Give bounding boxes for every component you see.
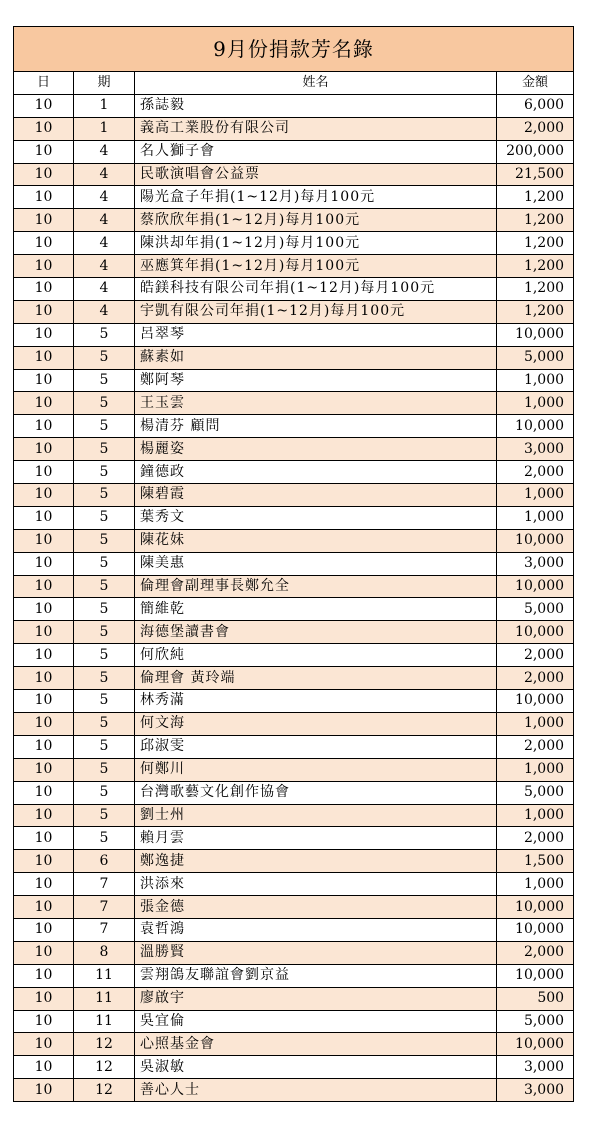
month-cell: 10 [14, 163, 74, 186]
day-cell: 7 [74, 896, 135, 919]
donor-name-cell: 倫理會副理事長鄭允全 [135, 575, 497, 598]
day-cell: 5 [74, 781, 135, 804]
month-cell: 10 [14, 667, 74, 690]
table-row [14, 369, 574, 392]
day-cell: 5 [74, 575, 135, 598]
amount-cell: 1,000 [497, 392, 574, 415]
month-cell: 10 [14, 575, 74, 598]
amount-cell: 1,500 [497, 850, 574, 873]
amount-cell: 2,000 [497, 644, 574, 667]
donor-name-cell: 何文海 [135, 712, 497, 735]
day-cell: 5 [74, 735, 135, 758]
amount-cell: 3,000 [497, 1079, 574, 1102]
donor-name-cell: 鄭逸捷 [135, 850, 497, 873]
day-cell: 5 [74, 529, 135, 552]
table-body [14, 94, 574, 1101]
month-cell: 10 [14, 278, 74, 301]
header-day: 期 [74, 72, 135, 95]
month-cell: 10 [14, 987, 74, 1010]
donor-name-cell: 蔡欣欣年捐(1~12月)每月100元 [135, 209, 497, 232]
table-row [14, 918, 574, 941]
amount-cell: 2,000 [497, 827, 574, 850]
table-row [14, 1010, 574, 1033]
table-row [14, 873, 574, 896]
donor-name-cell: 林秀滿 [135, 690, 497, 713]
day-cell: 5 [74, 644, 135, 667]
table-row [14, 941, 574, 964]
donor-name-cell: 巫應箕年捐(1~12月)每月100元 [135, 255, 497, 278]
table-row [14, 621, 574, 644]
table-row [14, 346, 574, 369]
day-cell: 5 [74, 621, 135, 644]
month-cell: 10 [14, 804, 74, 827]
day-cell: 1 [74, 117, 135, 140]
day-cell: 5 [74, 506, 135, 529]
donor-name-cell: 呂翠琴 [135, 323, 497, 346]
donor-name-cell: 蘇素如 [135, 346, 497, 369]
donor-name-cell: 心照基金會 [135, 1033, 497, 1056]
amount-cell: 1,000 [497, 758, 574, 781]
donor-name-cell: 何鄭川 [135, 758, 497, 781]
amount-cell: 5,000 [497, 598, 574, 621]
table-row [14, 712, 574, 735]
donor-name-cell: 楊清芬 顧問 [135, 415, 497, 438]
month-cell: 10 [14, 461, 74, 484]
table-row [14, 827, 574, 850]
table-row [14, 964, 574, 987]
donor-name-cell: 海德堡讀書會 [135, 621, 497, 644]
donor-name-cell: 鄭阿琴 [135, 369, 497, 392]
day-cell: 5 [74, 323, 135, 346]
month-cell: 10 [14, 346, 74, 369]
month-cell: 10 [14, 712, 74, 735]
day-cell: 4 [74, 255, 135, 278]
month-cell: 10 [14, 758, 74, 781]
month-cell: 10 [14, 255, 74, 278]
table-row [14, 987, 574, 1010]
month-cell: 10 [14, 621, 74, 644]
table-row [14, 461, 574, 484]
amount-cell: 21,500 [497, 163, 574, 186]
table-row [14, 1033, 574, 1056]
donor-name-cell: 陽光盒子年捐(1~12月)每月100元 [135, 186, 497, 209]
amount-cell: 5,000 [497, 346, 574, 369]
day-cell: 5 [74, 552, 135, 575]
donor-name-cell: 洪添來 [135, 873, 497, 896]
day-cell: 5 [74, 415, 135, 438]
amount-cell: 1,200 [497, 186, 574, 209]
donor-name-cell: 何欣純 [135, 644, 497, 667]
donor-name-cell: 陳碧霞 [135, 484, 497, 507]
donor-name-cell: 民歌演唱會公益票 [135, 163, 497, 186]
table-row [14, 278, 574, 301]
donation-sheet [13, 26, 573, 1102]
month-cell: 10 [14, 690, 74, 713]
table-row [14, 415, 574, 438]
amount-cell: 10,000 [497, 575, 574, 598]
table-row [14, 552, 574, 575]
amount-cell: 5,000 [497, 1010, 574, 1033]
day-cell: 12 [74, 1079, 135, 1102]
amount-cell: 6,000 [497, 94, 574, 117]
month-cell: 10 [14, 850, 74, 873]
amount-cell: 10,000 [497, 918, 574, 941]
month-cell: 10 [14, 506, 74, 529]
amount-cell: 1,000 [497, 369, 574, 392]
table-row [14, 186, 574, 209]
month-cell: 10 [14, 873, 74, 896]
donor-name-cell: 雲翔鴿友聯誼會劉京益 [135, 964, 497, 987]
amount-cell: 10,000 [497, 529, 574, 552]
table-row [14, 94, 574, 117]
table-row [14, 209, 574, 232]
amount-cell: 1,000 [497, 506, 574, 529]
table-row [14, 323, 574, 346]
donor-name-cell: 楊麗姿 [135, 438, 497, 461]
donor-name-cell: 王玉雲 [135, 392, 497, 415]
month-cell: 10 [14, 918, 74, 941]
donor-name-cell: 宇凱有限公司年捐(1~12月)每月100元 [135, 300, 497, 323]
table-row [14, 667, 574, 690]
day-cell: 8 [74, 941, 135, 964]
amount-cell: 1,200 [497, 232, 574, 255]
amount-cell: 10,000 [497, 621, 574, 644]
amount-cell: 1,000 [497, 873, 574, 896]
amount-cell: 2,000 [497, 461, 574, 484]
month-cell: 10 [14, 209, 74, 232]
month-cell: 10 [14, 941, 74, 964]
donor-name-cell: 廖啟宇 [135, 987, 497, 1010]
table-row [14, 506, 574, 529]
amount-cell: 200,000 [497, 140, 574, 163]
amount-cell: 2,000 [497, 941, 574, 964]
donor-name-cell: 袁哲鴻 [135, 918, 497, 941]
table-row [14, 1079, 574, 1102]
day-cell: 4 [74, 300, 135, 323]
header-row [14, 72, 574, 95]
day-cell: 4 [74, 232, 135, 255]
donor-name-cell: 劉士州 [135, 804, 497, 827]
table-row [14, 484, 574, 507]
amount-cell: 3,000 [497, 552, 574, 575]
table-row [14, 735, 574, 758]
day-cell: 12 [74, 1056, 135, 1079]
day-cell: 5 [74, 484, 135, 507]
month-cell: 10 [14, 552, 74, 575]
day-cell: 6 [74, 850, 135, 873]
table-row [14, 117, 574, 140]
table-row [14, 163, 574, 186]
day-cell: 7 [74, 918, 135, 941]
month-cell: 10 [14, 781, 74, 804]
day-cell: 5 [74, 690, 135, 713]
month-cell: 10 [14, 438, 74, 461]
amount-cell: 1,200 [497, 300, 574, 323]
day-cell: 5 [74, 712, 135, 735]
month-cell: 10 [14, 484, 74, 507]
donor-name-cell: 名人獅子會 [135, 140, 497, 163]
day-cell: 12 [74, 1033, 135, 1056]
month-cell: 10 [14, 1010, 74, 1033]
month-cell: 10 [14, 140, 74, 163]
amount-cell: 3,000 [497, 1056, 574, 1079]
table-row [14, 690, 574, 713]
table-row [14, 644, 574, 667]
day-cell: 5 [74, 667, 135, 690]
month-cell: 10 [14, 1033, 74, 1056]
month-cell: 10 [14, 598, 74, 621]
table-row [14, 758, 574, 781]
month-cell: 10 [14, 369, 74, 392]
month-cell: 10 [14, 896, 74, 919]
table-row [14, 140, 574, 163]
day-cell: 5 [74, 392, 135, 415]
donor-name-cell: 賴月雲 [135, 827, 497, 850]
header-month: 日 [14, 72, 74, 95]
month-cell: 10 [14, 186, 74, 209]
donation-table [13, 26, 574, 1102]
month-cell: 10 [14, 323, 74, 346]
donor-name-cell: 台灣歌藝文化創作協會 [135, 781, 497, 804]
donor-name-cell: 邱淑雯 [135, 735, 497, 758]
amount-cell: 1,200 [497, 255, 574, 278]
donor-name-cell: 陳花妹 [135, 529, 497, 552]
amount-cell: 10,000 [497, 964, 574, 987]
month-cell: 10 [14, 735, 74, 758]
table-row [14, 438, 574, 461]
table-row [14, 232, 574, 255]
day-cell: 5 [74, 598, 135, 621]
table-row [14, 392, 574, 415]
day-cell: 4 [74, 163, 135, 186]
month-cell: 10 [14, 644, 74, 667]
amount-cell: 1,000 [497, 712, 574, 735]
amount-cell: 10,000 [497, 1033, 574, 1056]
donor-name-cell: 葉秀文 [135, 506, 497, 529]
month-cell: 10 [14, 117, 74, 140]
month-cell: 10 [14, 1056, 74, 1079]
table-row [14, 598, 574, 621]
donor-name-cell: 吳淑敏 [135, 1056, 497, 1079]
amount-cell: 1,200 [497, 278, 574, 301]
amount-cell: 10,000 [497, 690, 574, 713]
amount-cell: 2,000 [497, 667, 574, 690]
donor-name-cell: 鐘德政 [135, 461, 497, 484]
day-cell: 5 [74, 827, 135, 850]
donor-name-cell: 倫理會 黃玲端 [135, 667, 497, 690]
table-row [14, 575, 574, 598]
table-row [14, 300, 574, 323]
amount-cell: 500 [497, 987, 574, 1010]
donor-name-cell: 皓鎂科技有限公司年捐(1~12月)每月100元 [135, 278, 497, 301]
table-row [14, 781, 574, 804]
amount-cell: 2,000 [497, 117, 574, 140]
month-cell: 10 [14, 232, 74, 255]
day-cell: 11 [74, 964, 135, 987]
amount-cell: 5,000 [497, 781, 574, 804]
day-cell: 4 [74, 140, 135, 163]
day-cell: 5 [74, 758, 135, 781]
day-cell: 4 [74, 186, 135, 209]
donor-name-cell: 吳宜倫 [135, 1010, 497, 1033]
amount-cell: 10,000 [497, 415, 574, 438]
header-name: 姓名 [135, 72, 497, 95]
month-cell: 10 [14, 300, 74, 323]
donor-name-cell: 溫勝賢 [135, 941, 497, 964]
month-cell: 10 [14, 415, 74, 438]
table-row [14, 1056, 574, 1079]
day-cell: 5 [74, 346, 135, 369]
amount-cell: 10,000 [497, 323, 574, 346]
donor-name-cell: 簡維乾 [135, 598, 497, 621]
donor-name-cell: 善心人士 [135, 1079, 497, 1102]
month-cell: 10 [14, 529, 74, 552]
donor-name-cell: 義高工業股份有限公司 [135, 117, 497, 140]
table-row [14, 255, 574, 278]
day-cell: 4 [74, 278, 135, 301]
day-cell: 4 [74, 209, 135, 232]
month-cell: 10 [14, 392, 74, 415]
donor-name-cell: 孫誌毅 [135, 94, 497, 117]
amount-cell: 3,000 [497, 438, 574, 461]
day-cell: 5 [74, 369, 135, 392]
day-cell: 5 [74, 804, 135, 827]
amount-cell: 1,200 [497, 209, 574, 232]
table-row [14, 529, 574, 552]
day-cell: 11 [74, 1010, 135, 1033]
page-title: 9月份捐款芳名錄 [14, 27, 574, 72]
donor-name-cell: 陳洪却年捐(1~12月)每月100元 [135, 232, 497, 255]
month-cell: 10 [14, 964, 74, 987]
donor-name-cell: 張金德 [135, 896, 497, 919]
donor-name-cell: 陳美惠 [135, 552, 497, 575]
amount-cell: 1,000 [497, 804, 574, 827]
month-cell: 10 [14, 1079, 74, 1102]
month-cell: 10 [14, 827, 74, 850]
day-cell: 5 [74, 461, 135, 484]
amount-cell: 1,000 [497, 484, 574, 507]
day-cell: 7 [74, 873, 135, 896]
table-row [14, 896, 574, 919]
header-amount: 金額 [497, 72, 574, 95]
table-row [14, 850, 574, 873]
table-row [14, 804, 574, 827]
month-cell: 10 [14, 94, 74, 117]
amount-cell: 10,000 [497, 896, 574, 919]
day-cell: 5 [74, 438, 135, 461]
amount-cell: 2,000 [497, 735, 574, 758]
day-cell: 1 [74, 94, 135, 117]
day-cell: 11 [74, 987, 135, 1010]
